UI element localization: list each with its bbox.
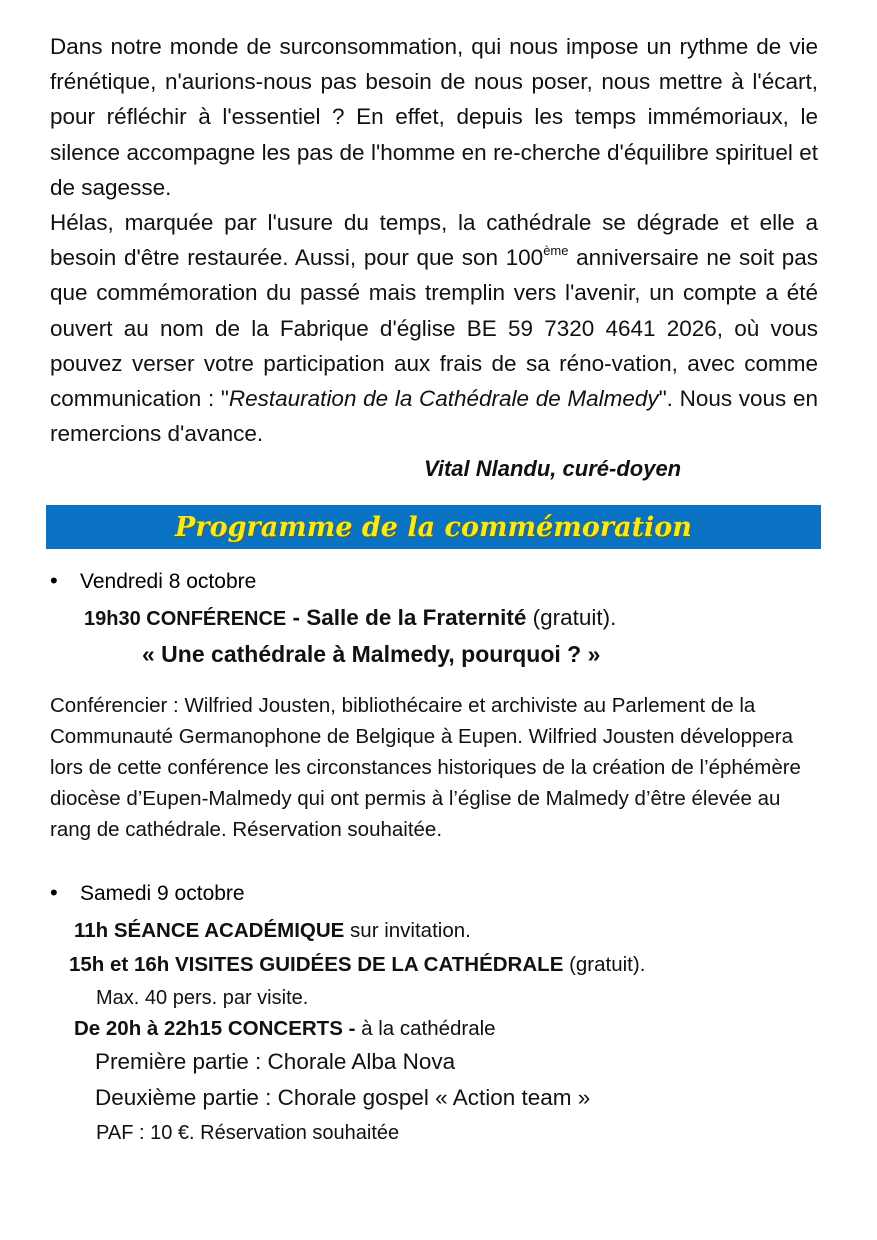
intro-p2-before: Hélas, marquée par l'usure du temps, la cathédrale se dégrade et elle a besoin d'être restaurée. Aussi, pour que son 100 [50, 210, 818, 271]
concert-part-1: Première partie : Chorale Alba Nova [95, 1049, 456, 1074]
intro-paragraph-1: Dans notre monde de surconsommation, qui nous impose un rythme de vie frénétique, n'aurions-nous pas besoin de nous poser, nous mettre à l'écart, pour réfléchir à l'essentiel ? En effet, depuis les temps immémoriaux, le silence accompagne les pas de l'homme en re-cherche d'équilibre spirituel et de sagesse. [50, 34, 818, 200]
guided-visits-line [69, 950, 645, 980]
academic-session-note: sur invitation. [344, 919, 471, 942]
intro-p2-end: ". Nous vous en remercions d'avance. [50, 386, 818, 447]
concert-part-2: Deuxième partie : Chorale gospel « Action team » [95, 1085, 591, 1110]
friday-conference-line [84, 603, 616, 634]
intro-text [50, 29, 818, 451]
concert-paf: PAF : 10 €. Réservation souhaitée [96, 1122, 400, 1144]
program-title: Programme de la commémoration [175, 511, 692, 543]
bullet-icon: • [50, 568, 58, 593]
friday-conference-time: 19h30 CONFÉRENCE [84, 608, 287, 630]
intro-p2-italic: Restauration de la Cathédrale de Malmedy [228, 386, 659, 412]
guided-visits-max: Max. 40 pers. par visite. [96, 987, 309, 1009]
academic-session-line [74, 916, 471, 946]
friday-place: Salle de la Fraternité [306, 605, 527, 630]
concerts-line [74, 1014, 496, 1044]
concerts-place: à la cathédrale [355, 1017, 496, 1040]
signature: Vital Nlandu, curé-doyen [424, 456, 682, 481]
intro-p2-superscript: ème [543, 243, 569, 259]
friday-price: (gratuit). [526, 605, 617, 630]
program-banner [46, 505, 821, 549]
friday-day: Vendredi 8 octobre [80, 570, 257, 593]
friday-heading [50, 566, 256, 597]
concerts-title: De 20h à 22h15 CONCERTS - [74, 1017, 356, 1040]
saturday-heading [50, 878, 245, 909]
guided-visits-price: (gratuit). [563, 953, 646, 976]
intro-p2-after: anniversaire ne soit pas que commémoration du passé mais tremplin vers l'avenir, un compte a été ouvert au nom de la Fabrique d'église BE 59 7320 4641 2026, où vous pouvez verser votre participation aux frais de sa réno-vation, avec comme communication : " [50, 245, 818, 412]
friday-sep: - [286, 605, 307, 630]
bullet-icon: • [50, 880, 58, 905]
intro-paragraph-2 [50, 205, 818, 451]
lecture-text: Conférencier : Wilfried Jousten, bibliothécaire et archiviste au Parlement de la Communauté Germanophone de Belgique à Eupen. Wilfried Jousten développera lors de cette conférence les circonstances historiques de la création de l’éphémère diocèse d’Eupen-Malmedy qui ont permis à l’église de Malmedy d’être élevée au rang de cathédrale. Réservation souhaitée. [50, 694, 801, 841]
lecture-description [50, 690, 820, 845]
saturday-day: Samedi 9 octobre [80, 882, 245, 905]
academic-session-title: 11h SÉANCE ACADÉMIQUE [74, 919, 345, 942]
guided-visits-title: 15h et 16h VISITES GUIDÉES DE LA CATHÉDRALE [69, 953, 564, 976]
talk-title: « Une cathédrale à Malmedy, pourquoi ? » [142, 641, 601, 667]
